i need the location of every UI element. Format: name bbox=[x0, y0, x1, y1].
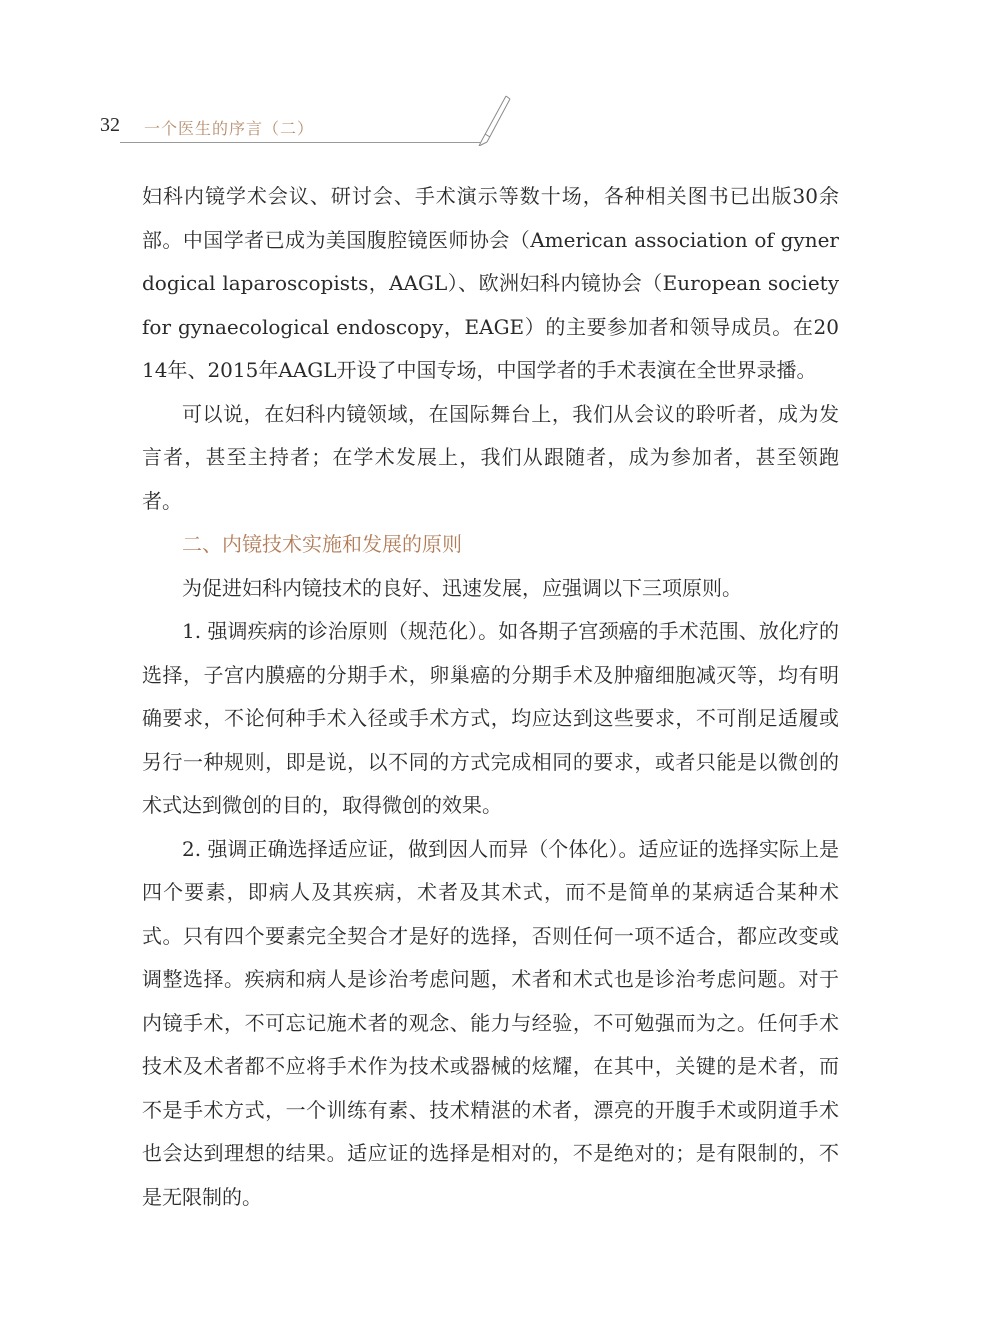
paragraph-1: 妇科内镜学术会议、研讨会、手术演示等数十场，各种相关图书已出版30余部。中国学者已成为美国腹腔镜医师协会（American association of gynerdogical laparoscopists，AAGL）、欧洲妇科内镜协会（European society for gynaecological endoscopy，EAGE）的主要参加者和领导成员。在2014年、2015年AAGL开设了中国专场，中国学者的手术表演在全世界录播。 bbox=[142, 184, 839, 382]
section-heading: 二、内镜技术实施和发展的原则 bbox=[182, 532, 462, 556]
paragraph-2: 可以说，在妇科内镜领域，在国际舞台上，我们从会议的聆听者，成为发言者，甚至主持者；在学术发展上，我们从跟随者，成为参加者，甚至领跑者。 bbox=[142, 401, 839, 513]
running-header bbox=[100, 108, 520, 148]
pen-icon bbox=[474, 90, 514, 146]
running-header-title: 一个医生的序言（二） bbox=[144, 119, 315, 138]
paragraph-3: 为促进妇科内镜技术的良好、迅速发展，应强调以下三项原则。 bbox=[182, 575, 742, 600]
header-rule bbox=[120, 142, 480, 143]
paragraph-4: 1. 强调疾病的诊治原则（规范化）。如各期子宫颈癌的手术范围、放化疗的选择，子宫内膜癌的分期手术，卵巢癌的分期手术及肿瘤细胞减灭等，均有明确要求，不论何种手术入径或手术方式，均应达到这些要求，不可削足适履或另行一种规则，即是说，以不同的方式完成相同的要求，或者只能是以微创的术式达到微创的目的，取得微创的效果。 bbox=[142, 619, 839, 817]
page-body bbox=[142, 175, 839, 1219]
paragraph-5: 2. 强调正确选择适应证，做到因人而异（个体化）。适应证的选择实际上是四个要素，即病人及其疾病，术者及其术式，而不是简单的某病适合某种术式。只有四个要素完全契合才是好的选择，否则任何一项不适合，都应改变或调整选择。疾病和病人是诊治考虑问题，术者和术式也是诊治考虑问题。对于内镜手术，不可忘记施术者的观念、能力与经验，不可勉强而为之。任何手术技术及术者都不应将手术作为技术或器械的炫耀，在其中，关键的是术者，而不是手术方式，一个训练有素、技术精湛的术者，漂亮的开腹手术或阴道手术也会达到理想的结果。适应证的选择是相对的，不是绝对的；是有限制的，不是无限制的。 bbox=[142, 836, 839, 1209]
page-number: 32 bbox=[100, 114, 120, 136]
